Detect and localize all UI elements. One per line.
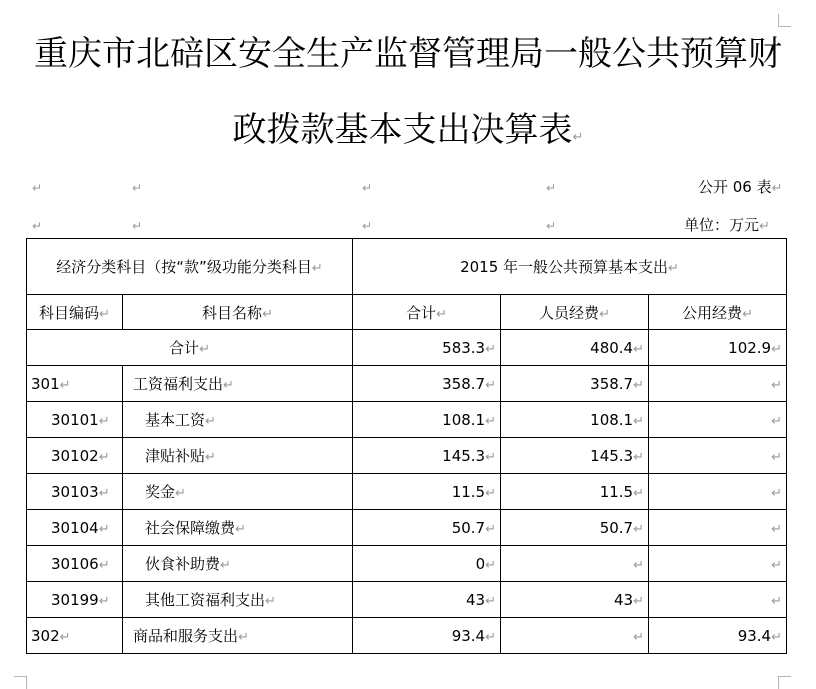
paragraph-mark-icon: ↵ (98, 557, 110, 573)
paragraph-mark-icon: ↵ (99, 306, 110, 322)
paragraph-mark-icon: ↵ (633, 449, 645, 465)
page-corner-mark (778, 676, 791, 689)
row-total: 108.1↵ (353, 402, 501, 438)
paragraph-mark-icon: ↵ (98, 521, 110, 537)
paragraph-mark-icon: ↵ (132, 181, 143, 195)
paragraph-mark-icon: ↵ (771, 629, 783, 645)
expenditure-table (26, 238, 787, 654)
row-name: 津贴补贴↵ (123, 438, 353, 474)
paragraph-mark-icon: ↵ (485, 521, 497, 537)
paragraph-mark-icon: ↵ (32, 181, 43, 195)
paragraph-mark-icon: ↵ (223, 378, 234, 393)
row-name: 伙食补助费↵ (123, 546, 353, 582)
paragraph-mark-icon: ↵ (771, 485, 783, 501)
row-code: 302↵ (27, 618, 123, 654)
paragraph-mark-icon: ↵ (235, 522, 246, 537)
paragraph-mark-icon: ↵ (633, 521, 645, 537)
paragraph-mark-icon: ↵ (771, 181, 783, 196)
total-row-total: 583.3↵ (353, 330, 501, 366)
row-total: 43↵ (353, 582, 501, 618)
row-code: 30101↵ (27, 402, 123, 438)
paragraph-mark-icon: ↵ (436, 306, 447, 322)
paragraph-mark-icon: ↵ (32, 219, 43, 233)
paragraph-mark-icon: ↵ (205, 414, 216, 429)
paragraph-mark-icon: ↵ (485, 377, 497, 393)
row-personnel (501, 546, 649, 582)
col-header-name: 科目名称↵ (123, 295, 353, 330)
row-personnel: 50.7↵ (501, 510, 649, 546)
form-number: 公开 06 表↵ (698, 178, 783, 196)
row-personnel: 108.1↵ (501, 402, 649, 438)
paragraph-mark-icon: ↵ (238, 630, 249, 645)
row-name: 社会保障缴费↵ (123, 510, 353, 546)
row-personnel: 43↵ (501, 582, 649, 618)
paragraph-mark-icon: ↵ (771, 593, 783, 609)
table-row (27, 618, 787, 654)
paragraph-mark-icon: ↵ (771, 557, 783, 573)
paragraph-mark-icon: ↵ (132, 219, 143, 233)
table-row (27, 510, 787, 546)
row-name: 工资福利支出↵ (123, 366, 353, 402)
paragraph-mark-icon: ↵ (742, 306, 753, 322)
document-title-line-1: 重庆市北碚区安全生产监督管理局一般公共预算财 (34, 34, 782, 74)
table-header-row (27, 239, 787, 295)
paragraph-mark-icon: ↵ (59, 629, 71, 645)
paragraph-mark-icon: ↵ (485, 629, 497, 645)
row-total: 358.7↵ (353, 366, 501, 402)
paragraph-mark-icon: ↵ (362, 219, 373, 233)
paragraph-mark-icon: ↵ (485, 413, 497, 429)
paragraph-mark-icon: ↵ (633, 557, 645, 573)
paragraph-mark-icon: ↵ (205, 450, 216, 465)
total-row (27, 330, 787, 366)
row-public (649, 474, 787, 510)
paragraph-mark-icon: ↵ (485, 485, 497, 501)
row-personnel: 145.3↵ (501, 438, 649, 474)
row-name: 基本工资↵ (123, 402, 353, 438)
row-total: 11.5↵ (353, 474, 501, 510)
row-code: 30199↵ (27, 582, 123, 618)
header-budget-expenditure: 2015 年一般公共预算基本支出↵ (353, 239, 787, 295)
paragraph-mark-icon: ↵ (59, 377, 71, 393)
table-row (27, 438, 787, 474)
paragraph-mark-icon: ↵ (771, 449, 783, 465)
paragraph-mark-icon: ↵ (485, 449, 497, 465)
paragraph-mark-icon: ↵ (633, 413, 645, 429)
col-header-total: 合计↵ (353, 295, 501, 330)
paragraph-mark-icon: ↵ (572, 130, 584, 145)
total-row-public: 102.9↵ (649, 330, 787, 366)
row-personnel: 358.7↵ (501, 366, 649, 402)
table-row (27, 366, 787, 402)
row-public (649, 438, 787, 474)
paragraph-mark-icon: ↵ (199, 342, 210, 357)
row-public: 93.4↵ (649, 618, 787, 654)
document-title-line-2: 政拨款基本支出决算表↵ (232, 110, 584, 150)
unit-label: 单位：万元↵ (684, 216, 770, 234)
total-row-personnel: 480.4↵ (501, 330, 649, 366)
row-name: 其他工资福利支出↵ (123, 582, 353, 618)
paragraph-mark-icon: ↵ (485, 593, 497, 609)
row-personnel (501, 618, 649, 654)
paragraph-mark-icon: ↵ (98, 593, 110, 609)
row-public (649, 402, 787, 438)
paragraph-mark-icon: ↵ (262, 306, 273, 322)
row-public (649, 582, 787, 618)
table-column-header-row (27, 295, 787, 330)
paragraph-mark-icon: ↵ (633, 341, 645, 357)
col-header-public: 公用经费↵ (649, 295, 787, 330)
col-header-personnel: 人员经费↵ (501, 295, 649, 330)
table-row (27, 546, 787, 582)
row-code: 30102↵ (27, 438, 123, 474)
header-economic-classification: 经济分类科目（按“款”级功能分类科目↵ (27, 239, 353, 295)
row-total: 93.4↵ (353, 618, 501, 654)
paragraph-mark-icon: ↵ (546, 181, 557, 195)
row-total: 50.7↵ (353, 510, 501, 546)
page-corner-mark (14, 676, 27, 689)
paragraph-mark-icon: ↵ (485, 341, 497, 357)
row-total: 0↵ (353, 546, 501, 582)
table-row (27, 474, 787, 510)
paragraph-mark-icon: ↵ (771, 521, 783, 537)
row-public (649, 546, 787, 582)
paragraph-mark-icon: ↵ (633, 629, 645, 645)
total-row-label: 合计↵ (27, 330, 353, 366)
paragraph-mark-icon: ↵ (311, 261, 323, 276)
table-row (27, 582, 787, 618)
row-code: 30106↵ (27, 546, 123, 582)
paragraph-mark-icon: ↵ (633, 485, 645, 501)
row-personnel: 11.5↵ (501, 474, 649, 510)
row-public (649, 366, 787, 402)
row-code: 301↵ (27, 366, 123, 402)
row-code: 30103↵ (27, 474, 123, 510)
paragraph-mark-icon: ↵ (771, 377, 783, 393)
table-row (27, 402, 787, 438)
paragraph-mark-icon: ↵ (668, 261, 679, 276)
row-public (649, 510, 787, 546)
paragraph-mark-icon: ↵ (485, 557, 497, 573)
paragraph-mark-icon: ↵ (175, 486, 186, 501)
paragraph-mark-icon: ↵ (98, 485, 110, 501)
paragraph-mark-icon: ↵ (98, 413, 110, 429)
paragraph-mark-icon: ↵ (98, 449, 110, 465)
row-name: 奖金↵ (123, 474, 353, 510)
paragraph-mark-icon: ↵ (633, 593, 645, 609)
row-code: 30104↵ (27, 510, 123, 546)
paragraph-mark-icon: ↵ (265, 594, 276, 609)
paragraph-mark-icon: ↵ (633, 377, 645, 393)
row-total: 145.3↵ (353, 438, 501, 474)
col-header-code: 科目编码↵ (27, 295, 123, 330)
paragraph-mark-icon: ↵ (362, 181, 373, 195)
paragraph-mark-icon: ↵ (599, 306, 610, 322)
paragraph-mark-icon: ↵ (771, 413, 783, 429)
paragraph-mark-icon: ↵ (759, 219, 770, 234)
row-name: 商品和服务支出↵ (123, 618, 353, 654)
paragraph-mark-icon: ↵ (771, 341, 783, 357)
paragraph-mark-icon: ↵ (220, 558, 231, 573)
paragraph-mark-icon: ↵ (546, 219, 557, 233)
